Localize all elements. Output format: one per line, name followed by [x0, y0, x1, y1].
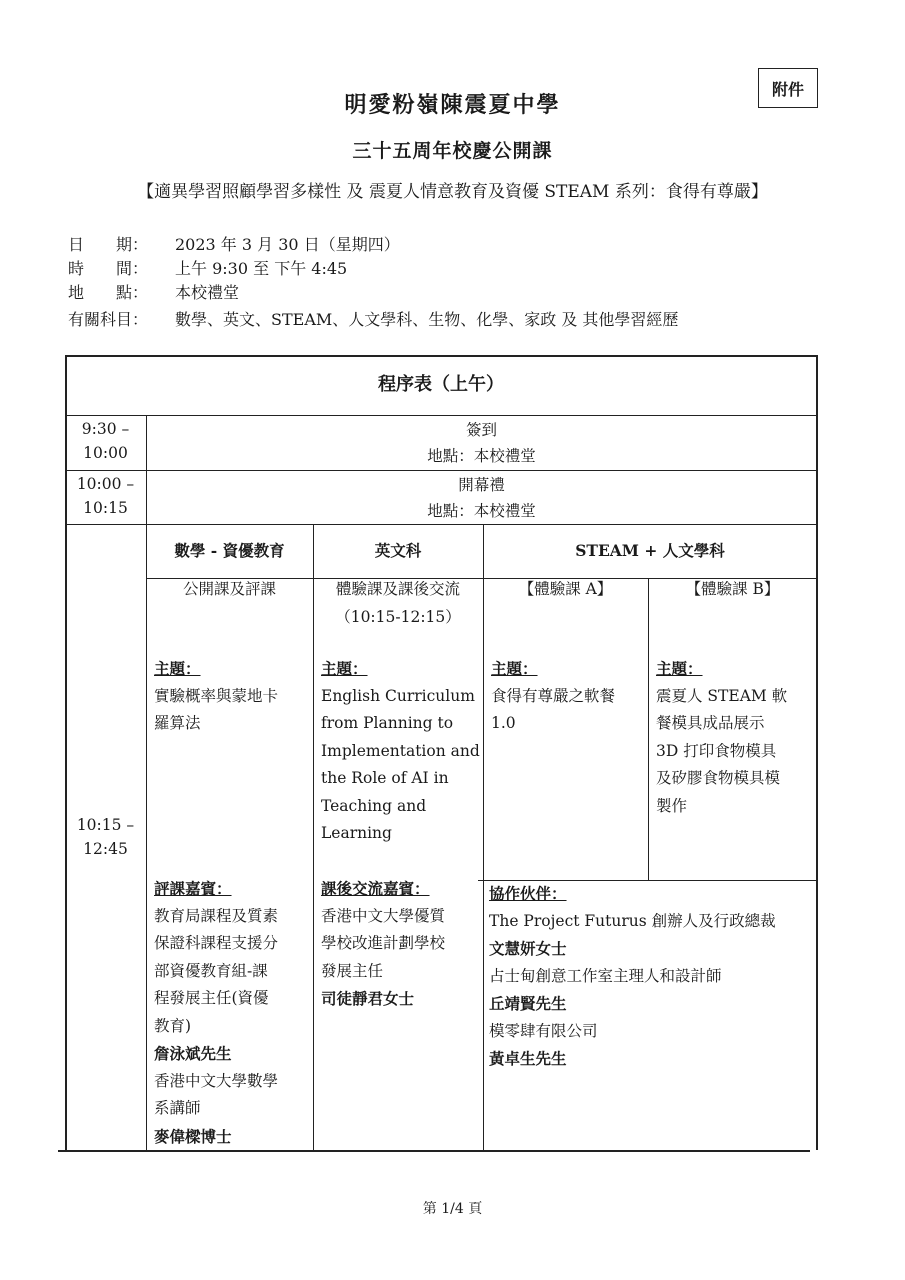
english-topic-line-1: English Curriculum [321, 686, 475, 705]
steam-a-heading: 【體驗課 A】 [518, 580, 613, 598]
row2-time-start: 10:00 – [76, 475, 135, 493]
math-guests [154, 875, 310, 1150]
page-number: 第 1/4 頁 [422, 1201, 483, 1217]
steam-partner2-name: 丘靖賢先生 [489, 994, 567, 1013]
math-type: 公開課及評課 [182, 580, 276, 598]
steam-partner1-name: 文慧妍女士 [489, 939, 567, 958]
steam-partner3-org: 模零肆有限公司 [489, 1021, 598, 1040]
math-guest1-name: 詹泳斌先生 [154, 1044, 232, 1063]
math-guest-label: 評課嘉賓： [154, 879, 232, 898]
row2-time [65, 472, 146, 520]
steam-partner3-name: 黃卓生先生 [489, 1049, 567, 1068]
math-topic-label: 主題： [154, 659, 201, 678]
steam-b-heading: 【體驗課 B】 [685, 580, 780, 598]
rule-english-col [483, 524, 484, 1150]
row1-time-end: 10:00 [83, 444, 128, 462]
steam-b-topic-line-4: 及矽膠食物模具模 [656, 769, 781, 787]
row2-venue: 地點：本校禮堂 [427, 502, 536, 520]
steam-b-topic-line-5: 製作 [656, 796, 688, 815]
math-topic-line-1: 實驗概率與蒙地卡 [154, 686, 279, 705]
row1-time-start: 9:30 – [81, 420, 130, 438]
steam-partners [489, 880, 815, 1073]
event-subtitle: 【適異學習照顧學習多樣性 及 震夏人情意教育及資優 STEAM 系列：食得有尊嚴】 [137, 182, 768, 202]
event-title: 三十五周年校慶公開課 [352, 140, 553, 162]
english-guests [321, 875, 481, 1013]
math-guest-line-2: 保證科課程支援分 [154, 934, 279, 952]
steam-partner1-org: The Project Futurus 創辦人及行政總裁 [489, 911, 776, 930]
rule-header [65, 415, 817, 416]
row1-content [146, 417, 817, 469]
math-topic-line-2: 羅算法 [154, 714, 201, 732]
english-guest-line-2: 學校改進計劃學校 [321, 934, 446, 952]
steam-b-topic-line-1: 震夏人 STEAM 軟 [656, 686, 788, 705]
english-heading: 英文科 [374, 541, 422, 560]
row1-venue: 地點：本校禮堂 [427, 447, 536, 465]
math-guest2-line-2: 系講師 [154, 1099, 201, 1117]
table-border-top [65, 355, 817, 357]
row3-time-start: 10:15 – [76, 816, 135, 834]
venue-value: 本校禮堂 [175, 283, 240, 302]
steam-b-topic [656, 655, 814, 820]
row1-title: 簽到 [465, 421, 497, 439]
row3-time [65, 813, 146, 861]
english-topic-line-3: Implementation and [321, 741, 480, 760]
date-label: 日 期： [68, 235, 149, 254]
steam-a-topic-line-2: 1.0 [491, 714, 516, 732]
english-topic-line-2: from Planning to [321, 714, 454, 732]
row2-title: 開幕禮 [458, 476, 505, 494]
date-value: 2023 年 3 月 30 日（星期四） [175, 235, 400, 254]
steam-a-topic-line-1: 食得有尊嚴之軟餐 [491, 686, 616, 705]
math-guest2-name: 麥偉樑博士 [154, 1126, 232, 1146]
subjects-value: 數學、英文、STEAM、人文學科、生物、化學、家政 及 其他學習經歷 [175, 310, 679, 329]
english-guest-line-1: 香港中文大學優質 [321, 906, 446, 925]
row1-time [65, 417, 146, 465]
schedule-header: 程序表（上午） [378, 374, 504, 395]
english-topic-line-6: Learning [321, 824, 392, 842]
math-guest-line-3: 部資優教育組-課 [154, 961, 268, 980]
steam-b-topic-label: 主題： [656, 659, 703, 678]
rule-steam-ab [648, 578, 649, 880]
table-border-bottom [58, 1150, 810, 1152]
english-topic-line-4: the Role of AI in [321, 769, 449, 787]
attachment-label: 附件 [771, 79, 804, 99]
math-guest2-line-1: 香港中文大學數學 [154, 1071, 279, 1090]
rule-row1 [65, 470, 817, 471]
school-name: 明愛粉嶺陳震夏中學 [344, 92, 561, 118]
english-topic-label: 主題： [321, 659, 368, 678]
row3-time-end: 12:45 [83, 840, 128, 858]
english-topic-line-5: Teaching and [321, 796, 427, 815]
steam-partner-label: 協作伙伴： [489, 884, 567, 903]
english-guest-name: 司徒靜君女士 [321, 989, 415, 1008]
row2-content [146, 472, 817, 524]
english-type-line-2: （10:15-12:15） [335, 607, 461, 626]
time-value: 上午 9:30 至 下午 4:45 [175, 259, 348, 278]
math-guest-line-4: 程發展主任(資優 [154, 989, 269, 1007]
steam-b-topic-line-2: 餐模具成品展示 [656, 714, 765, 732]
math-topic [154, 655, 310, 738]
english-type-line-1: 體驗課及課後交流 [335, 580, 460, 598]
english-guest-label: 課後交流嘉賓： [321, 879, 430, 898]
steam-heading: STEAM + 人文學科 [575, 541, 725, 560]
rule-time-col [146, 415, 147, 1150]
steam-partner2-org: 占士甸創意工作室主理人和設計師 [489, 966, 722, 985]
math-guest-line-5: 教育) [154, 1016, 192, 1035]
english-type [313, 576, 483, 631]
steam-a-topic-label: 主題： [491, 659, 538, 678]
steam-b-topic-line-3: 3D 打印食物模具 [656, 741, 777, 760]
row2-time-end: 10:15 [83, 499, 128, 517]
steam-a-topic [491, 655, 647, 738]
math-guest-line-1: 教育局課程及質素 [154, 906, 279, 925]
schedule-table [58, 355, 818, 1155]
rule-row2 [65, 524, 817, 525]
english-topic [321, 655, 481, 848]
venue-label: 地 點： [68, 283, 149, 302]
math-heading: 數學 - 資優教育 [174, 541, 285, 560]
english-guest-line-3: 發展主任 [321, 961, 384, 980]
subjects-label: 有關科目： [68, 310, 149, 329]
time-label: 時 間： [68, 259, 149, 278]
